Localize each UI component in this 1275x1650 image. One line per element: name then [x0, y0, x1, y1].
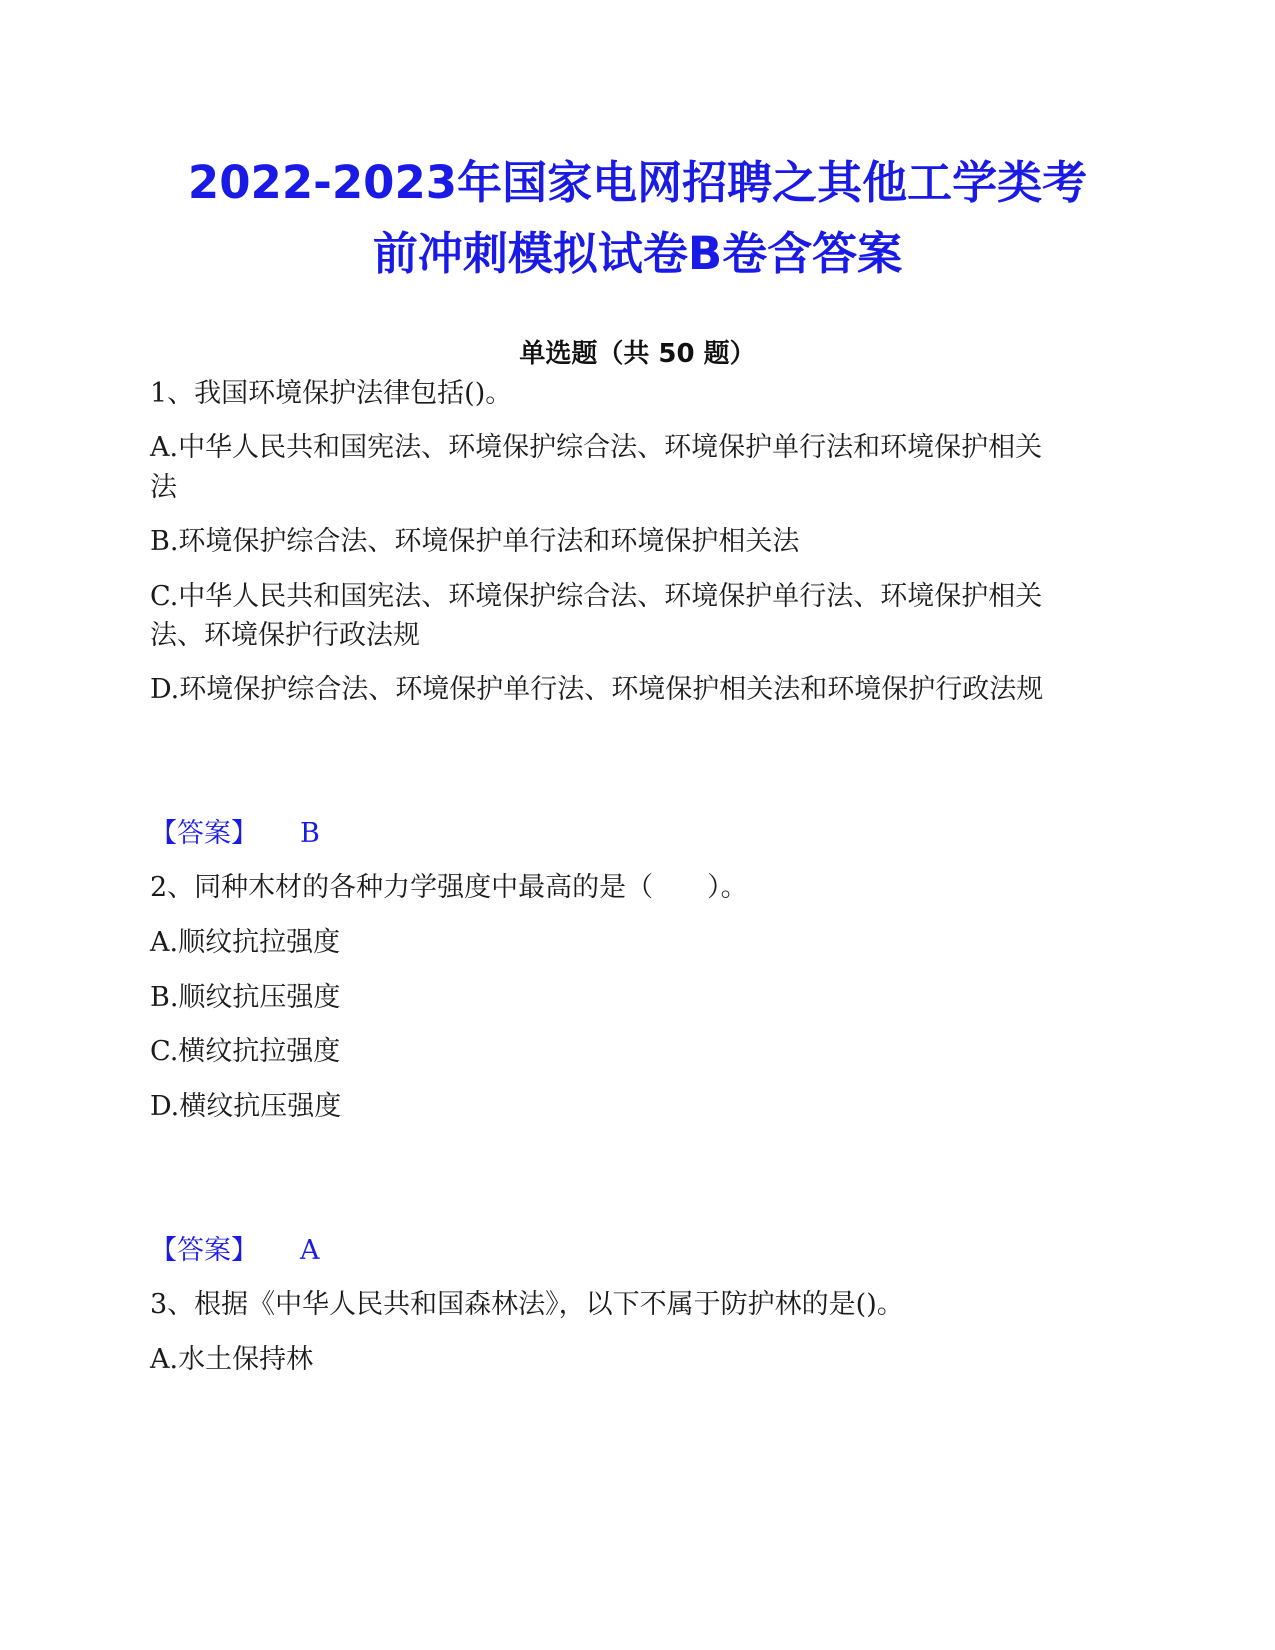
question-2-stem: 2、同种木材的各种力学强度中最高的是（ ）。: [150, 872, 748, 903]
answer-value: B: [300, 818, 320, 849]
question-2-option-c: C.横纹抗拉强度: [150, 1036, 341, 1067]
section-heading: 单选题（共 50 题）: [519, 339, 756, 369]
answer-label: 【答案】: [150, 818, 258, 849]
question-3-stem: 3、根据《中华人民共和国森林法》，以下不属于防护林的是()。: [150, 1289, 904, 1320]
question-2-answer: [150, 1233, 320, 1269]
question-1-option-d: D.环境保护综合法、环境保护单行法、环境保护相关法和环境保护行政法规: [150, 674, 1044, 705]
question-2-option-a: A.顺纹抗拉强度: [150, 927, 341, 958]
question-1-option-c-cont: 法、环境保护行政法规: [150, 620, 420, 651]
question-1-stem: 1、我国环境保护法律包括()。: [150, 378, 513, 409]
document-title-line-1: 2022-2023年国家电网招聘之其他工学类考: [187, 156, 1088, 209]
question-2-option-b: B.顺纹抗压强度: [150, 982, 341, 1013]
answer-value: A: [300, 1235, 320, 1266]
document-title-line-2: 前冲刺模拟试卷B卷含答案: [372, 227, 903, 280]
question-2-option-d: D.横纹抗压强度: [150, 1091, 342, 1122]
question-1-option-b: B.环境保护综合法、环境保护单行法和环境保护相关法: [150, 526, 800, 557]
answer-label: 【答案】: [150, 1235, 258, 1266]
question-1-answer: [150, 816, 320, 852]
question-1-option-c: C.中华人民共和国宪法、环境保护综合法、环境保护单行法、环境保护相关: [150, 581, 1043, 612]
question-1-option-a: A.中华人民共和国宪法、环境保护综合法、环境保护单行法和环境保护相关: [150, 432, 1043, 463]
question-1-option-a-cont: 法: [150, 472, 177, 503]
question-3-option-a: A.水土保持林: [150, 1344, 314, 1375]
